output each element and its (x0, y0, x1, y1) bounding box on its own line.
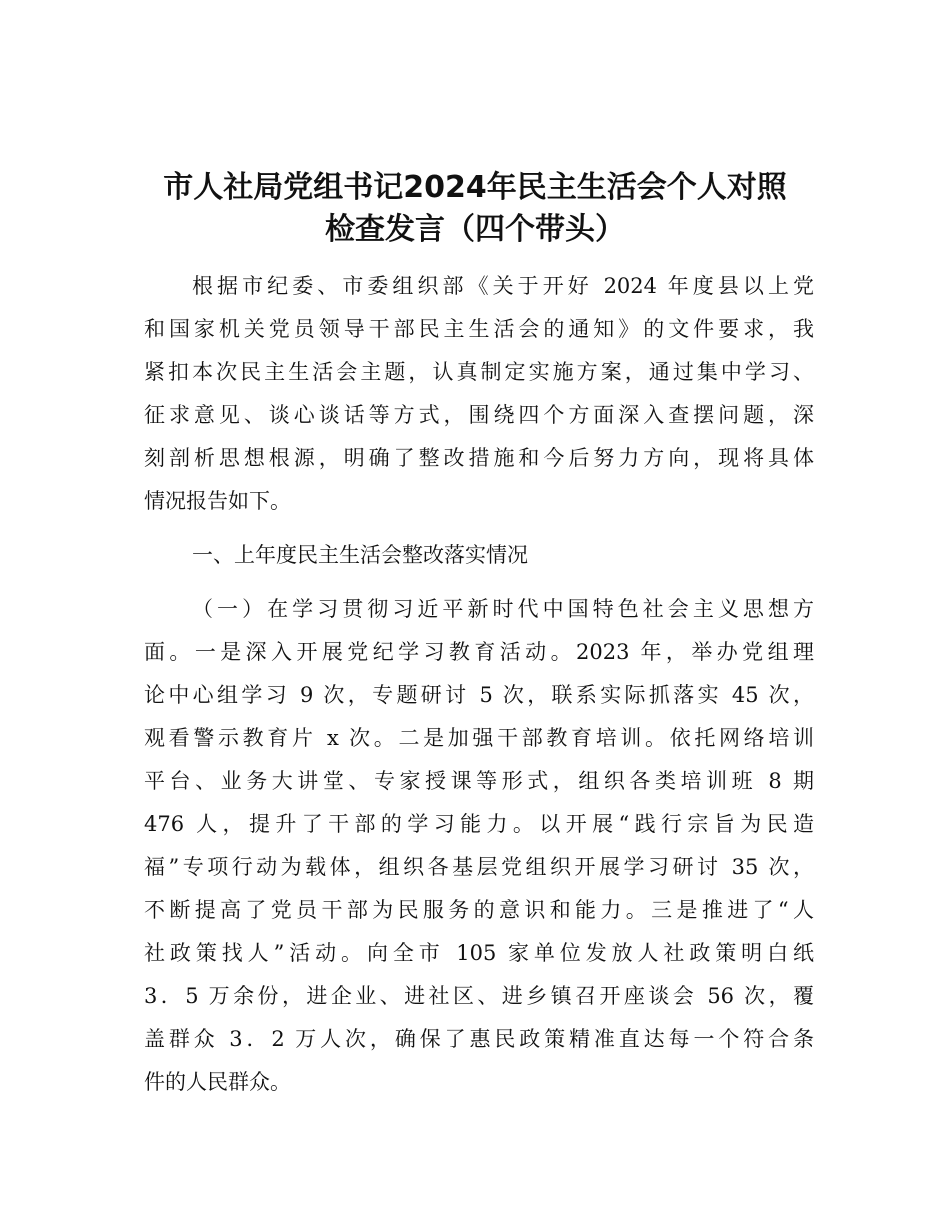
paragraph-1-line-2: 和国家机关党员领导干部民主生活会的通知》的文件要求，我 (144, 317, 814, 341)
paragraph-3-line-11: 盖群众 3．2 万人次，确保了惠民政策精准直达每一个符合条 (144, 1027, 814, 1051)
paragraph-3-line-3: 论中心组学习 9 次，专题研讨 5 次，联系实际抓落实 45 次， (144, 683, 814, 707)
paragraph-3-line-8: 不断提高了党员干部为民服务的意识和能力。三是推进了“人 (144, 898, 814, 922)
paragraph-3-line-12: 件的人民群众。 (144, 1070, 291, 1094)
paragraph-1-line-4: 征求意见、谈心谈话等方式，围绕四个方面深入查摆问题，深 (144, 403, 814, 427)
section-heading-1: 一、上年度民主生活会整改落实情况 (192, 543, 528, 567)
paragraph-3-line-1: （一）在学习贯彻习近平新时代中国特色社会主义思想方 (192, 597, 814, 621)
paragraph-3-line-2: 面。一是深入开展党纪学习教育活动。2023 年，举办党组理 (144, 640, 814, 664)
paragraph-3-line-5: 平台、业务大讲堂、专家授课等形式，组织各类培训班 8 期 (144, 769, 814, 793)
paragraph-3-line-4: 观看警示教育片 x 次。二是加强干部教育培训。依托网络培训 (144, 726, 814, 750)
paragraph-3-line-6: 476 人，提升了干部的学习能力。以开展“践行宗旨为民造 (144, 812, 814, 836)
paragraph-1-line-5: 刻剖析思想根源，明确了整改措施和今后努力方向，现将具体 (144, 446, 814, 470)
paragraph-3-line-9: 社政策找人”活动。向全市 105 家单位发放人社政策明白纸 (144, 941, 814, 965)
document-title-line-1: 市人社局党组书记2024年民主生活会个人对照 (163, 170, 787, 205)
paragraph-1-line-6: 情况报告如下。 (144, 489, 291, 513)
document-title-line-2: 检查发言（四个带头） (325, 212, 625, 247)
paragraph-1-line-3: 紧扣本次民主生活会主题，认真制定实施方案，通过集中学习、 (144, 360, 814, 384)
paragraph-1-line-1: 根据市纪委、市委组织部《关于开好 2024 年度县以上党 (192, 274, 814, 298)
paragraph-3-line-7: 福”专项行动为载体，组织各基层党组织开展学习研讨 35 次， (144, 855, 814, 879)
paragraph-3-line-10: 3．5 万余份，进企业、进社区、进乡镇召开座谈会 56 次，覆 (144, 984, 814, 1008)
